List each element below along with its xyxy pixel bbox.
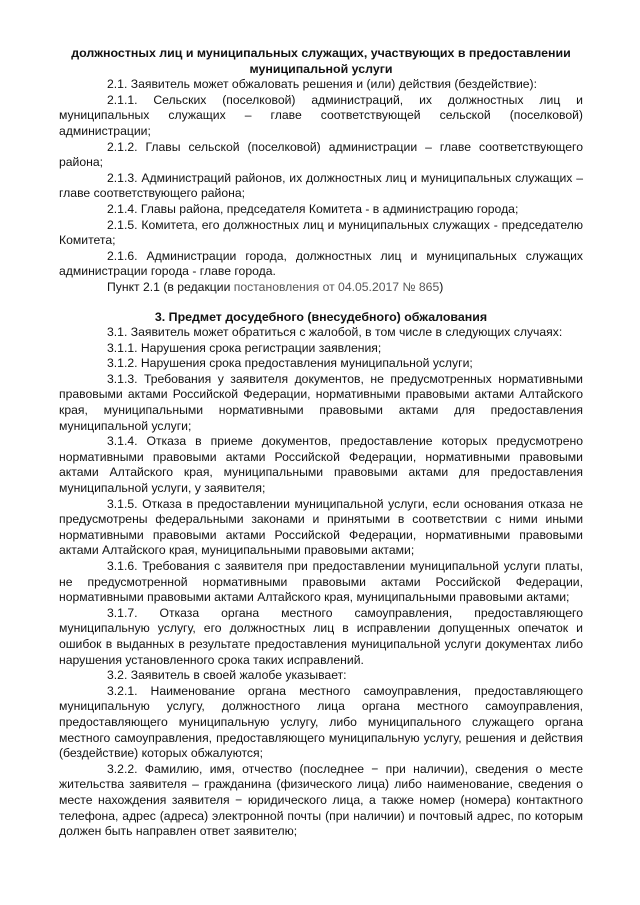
paragraph-3-1-4: 3.1.4. Отказа в приеме документов, предоставление которых предусмотрено нормативными правовыми актами Российской Федерации, нормативными правовыми актами Алтайского края, муниципальными правовыми актами для предоставления муниципальной услуги, у заявителя; [59, 434, 583, 496]
paragraph-3-2-2: 3.2.2. Фамилию, имя, отчество (последнее − при наличии), сведения о месте жительства заявителя – гражданина (физического лица) либо наименование, сведения о месте нахождения заявителя − юридического лица, а также номер (номера) контактного телефона, адрес (адреса) электронной почты (при наличии) и почтовый адрес, по которым должен быть направлен ответ заявителю; [59, 761, 583, 839]
paragraph-2-1-2: 2.1.2. Главы сельской (поселковой) администрации – главе соответствующего района; [59, 139, 583, 170]
spacer [59, 296, 583, 310]
paragraph-2-1-3: 2.1.3. Администраций районов, их должностных лиц и муниципальных служащих – главе соответствующего района; [59, 170, 583, 201]
section-2-list [59, 77, 583, 295]
paragraph-2-1-1: 2.1.1. Сельских (поселковой) администраций, их должностных лиц и муниципальных служащих – главе соответствующей сельской (поселковой) администрации; [59, 92, 583, 138]
section-3-heading: 3. Предмет досудебного (внесудебного) обжалования [154, 309, 488, 324]
amendment-reference-link[interactable]: постановления от 04.05.2017 № 865 [233, 279, 440, 294]
paragraph-2-1-5: 2.1.5. Комитета, его должностных лиц и муниципальных служащих - председателю Комитета; [59, 217, 583, 248]
paragraph-3-1-2: 3.1.2. Нарушения срока предоставления муниципальной услуги; [107, 356, 473, 371]
amendment-note-suffix: ) [439, 279, 444, 294]
amendment-note-prefix: Пункт 2.1 (в редакции [107, 279, 234, 294]
paragraph-3-1-6: 3.1.6. Требования с заявителя при предоставлении муниципальной услуги платы, не предусмотренной нормативными правовыми актами Российской Федерации, нормативными правовыми актами Алтайского края, муниципальными правовыми актами; [59, 559, 583, 605]
paragraph-2-1-6: 2.1.6. Администрации города, должностных лиц и муниципальных служащих администрации города - главе города. [59, 248, 583, 279]
paragraph-2-1-4: 2.1.4. Главы района, председателя Комитета - в администрацию города; [107, 201, 519, 216]
paragraph-3-2: 3.2. Заявитель в своей жалобе указывает: [107, 668, 347, 683]
paragraph-3-1-3: 3.1.3. Требования у заявителя документов, не предусмотренных нормативными правовыми актами Российской Федерации, нормативными правовыми актами Алтайского края, муниципальными нормативными правовыми актами для предоставления муниципальной услуги; [59, 371, 583, 433]
paragraph-3-2-1: 3.2.1. Наименование органа местного самоуправления, предоставляющего муниципальную услугу, должностного лица органа местного самоуправления, предоставляющего муниципальную услугу, либо муниципального служащего органа местного самоуправления, предоставляющего муниципальную услугу, решения и действия (бездействие) которых обжалуются; [59, 683, 583, 761]
section-heading-top: должностных лиц и муниципальных служащих, участвующих в предоставлении муниципальной услуги [71, 46, 571, 76]
paragraph-3-1-5: 3.1.5. Отказа в предоставлении муниципальной услуги, если основания отказа не предусмотрены федеральными законами и принятыми в соответствии с ними иными нормативными правовыми актами Российской Федерации, нормативными правовыми актами Алтайского края, муниципальными правовыми актами; [59, 496, 583, 558]
paragraph-3-1-7: 3.1.7. Отказа органа местного самоуправления, предоставляющего муниципальную услугу, его должностных лиц в исправлении допущенных опечаток и ошибок в выданных в результате предоставления муниципальной услуги документах либо нарушения установленного срока таких исправлений. [59, 605, 583, 667]
paragraph-3-1-1: 3.1.1. Нарушения срока регистрации заявления; [107, 340, 382, 355]
amendment-note [59, 280, 583, 296]
paragraph-3-1: 3.1. Заявитель может обратиться с жалобой, в том числе в следующих случаях: [107, 325, 563, 340]
section-3-list [59, 325, 583, 840]
paragraph-2-1: 2.1. Заявитель может обжаловать решения и (или) действия (бездействие): [107, 77, 537, 92]
